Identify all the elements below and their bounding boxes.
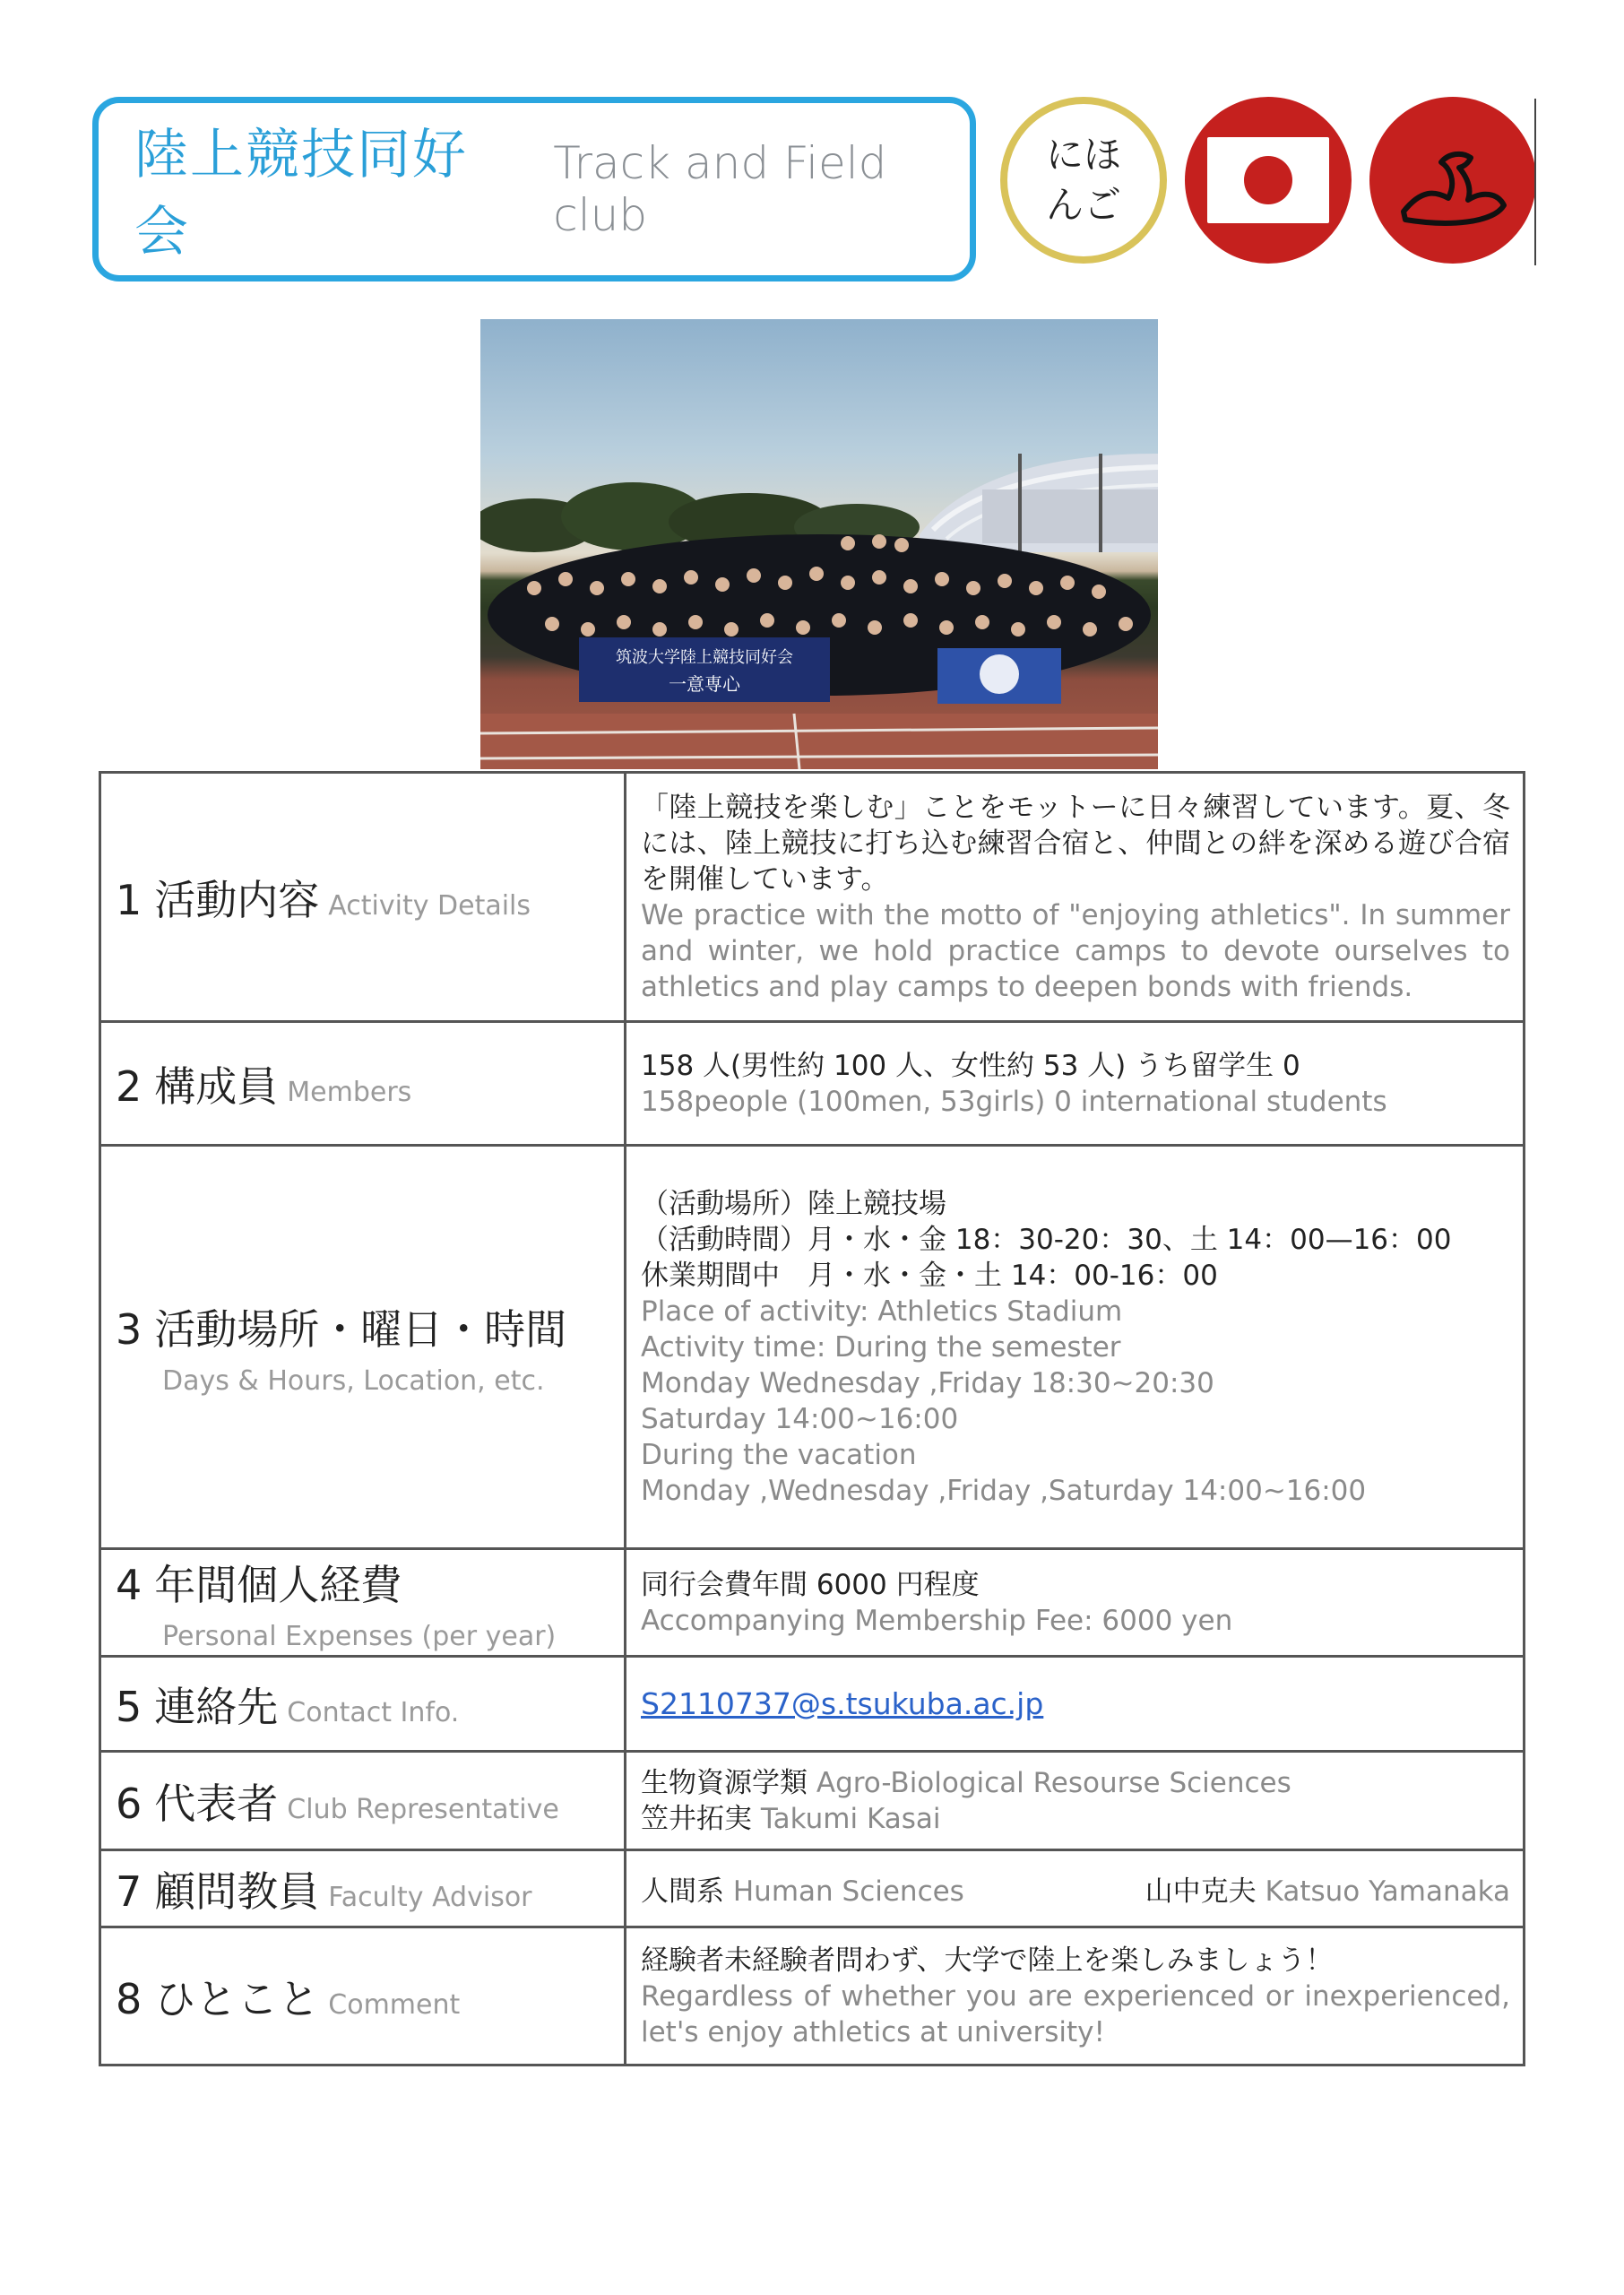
rep-dept-ja: 生物資源学類 bbox=[641, 1766, 808, 1799]
club-title-ja: 陸上競技同好会 bbox=[134, 124, 468, 264]
row-number: 7 bbox=[116, 1866, 143, 1916]
row-number: 8 bbox=[116, 1974, 143, 2023]
nihongo-badge-line1: にほ bbox=[1045, 133, 1121, 177]
row-label-en: Contact Info. bbox=[287, 1696, 460, 1728]
table-row-advisor bbox=[100, 1850, 1525, 1927]
row-label-cell bbox=[100, 1549, 626, 1657]
comment-en: Regardless of whether you are experienced or inexperienced, let's enjoy athletics at university! bbox=[641, 1979, 1510, 2048]
row-label-cell bbox=[100, 1927, 626, 2066]
row-label-cell bbox=[100, 1752, 626, 1850]
row-label-ja: 年間個人経費 bbox=[154, 1561, 402, 1609]
table-row-comment bbox=[100, 1927, 1525, 2066]
advisor-name-ja: 山中克夫 bbox=[1145, 1875, 1257, 1908]
table-row-expenses bbox=[100, 1549, 1525, 1657]
row-content-cell bbox=[626, 1752, 1525, 1850]
row-label-en: Members bbox=[287, 1076, 412, 1108]
row-label-en: Comment bbox=[328, 1988, 461, 2021]
row-label-cell bbox=[100, 1850, 626, 1927]
schedule-line-en: Saturday 14:00~16:00 bbox=[641, 1402, 959, 1435]
row-content-cell bbox=[626, 1022, 1525, 1146]
row-label-cell bbox=[100, 1657, 626, 1752]
row-label-ja: 活動内容 bbox=[154, 875, 320, 924]
row-label-ja: 構成員 bbox=[154, 1061, 279, 1111]
table-row-schedule bbox=[100, 1146, 1525, 1549]
row-label-ja: 活動場所・曜日・時間 bbox=[154, 1305, 567, 1354]
nihongo-badge-icon bbox=[1000, 97, 1167, 264]
expenses-en: Accompanying Membership Fee: 6000 yen bbox=[641, 1604, 1233, 1637]
club-title-en: Track and Field club bbox=[553, 137, 887, 241]
row-label-ja: 代表者 bbox=[154, 1779, 279, 1828]
comment-ja: 経験者未経験者問わず、大学で陸上を楽しみましょう！ bbox=[641, 1944, 1334, 1977]
advisor-dept-en: Human Sciences bbox=[732, 1875, 964, 1908]
row-number: 4 bbox=[116, 1561, 143, 1609]
members-en: 158people (100men, 53girls) 0 international students bbox=[641, 1085, 1387, 1118]
row-label-cell bbox=[100, 1022, 626, 1146]
schedule-line-en: Place of activity: Athletics Stadium bbox=[641, 1295, 1123, 1328]
table-row-activity bbox=[100, 773, 1525, 1022]
advisor-dept-ja: 人間系 bbox=[641, 1875, 724, 1908]
row-number: 1 bbox=[116, 875, 143, 924]
row-label-en: Personal Expenses (per year) bbox=[162, 1621, 557, 1652]
expenses-ja: 同行会費年間 6000 円程度 bbox=[641, 1568, 980, 1601]
row-number: 5 bbox=[116, 1682, 143, 1731]
schedule-line-en: During the vacation bbox=[641, 1438, 917, 1471]
japan-flag-icon bbox=[1185, 97, 1352, 264]
schedule-line-en: Activity time: During the semester bbox=[641, 1330, 1121, 1364]
row-number: 2 bbox=[116, 1061, 143, 1111]
rep-name-en: Takumi Kasai bbox=[760, 1802, 941, 1835]
row-label-en: Activity Details bbox=[328, 889, 531, 922]
advisor-name-en: Katsuo Yamanaka bbox=[1265, 1875, 1510, 1908]
team-photo bbox=[480, 319, 1158, 769]
row-content-cell bbox=[626, 1850, 1525, 1927]
flexed-arm-icon bbox=[1369, 97, 1536, 264]
club-info-table bbox=[99, 771, 1525, 2066]
schedule-line-ja: （活動時間）月・水・金 18：30-20：30、土 14：00—16：00 bbox=[641, 1223, 1452, 1256]
banner-left-text: 筑波大学陸上競技同好会 bbox=[616, 648, 793, 667]
nihongo-badge-line2: んご bbox=[1045, 183, 1121, 227]
contact-email-link[interactable]: S2110737@s.tsukuba.ac.jp bbox=[641, 1686, 1044, 1721]
row-label-cell bbox=[100, 773, 626, 1022]
rep-name-ja: 笠井拓実 bbox=[641, 1802, 752, 1835]
row-label-cell bbox=[100, 1146, 626, 1549]
row-content-cell bbox=[626, 773, 1525, 1022]
row-content-cell bbox=[626, 1549, 1525, 1657]
row-label-en: Faculty Advisor bbox=[328, 1881, 532, 1913]
row-label-ja: 顧問教員 bbox=[154, 1866, 320, 1916]
row-number: 6 bbox=[116, 1779, 143, 1828]
schedule-line-ja: （活動場所）陸上競技場 bbox=[641, 1187, 946, 1220]
activity-description-ja: 「陸上競技を楽しむ」ことをモットーに日々練習しています。夏、冬には、陸上競技に打ち込む練習合宿と、仲間との絆を深める遊び合宿を開催しています。 bbox=[641, 791, 1510, 896]
row-label-en: Days & Hours, Location, etc. bbox=[162, 1365, 545, 1397]
table-row-representative bbox=[100, 1752, 1525, 1850]
table-row-members bbox=[100, 1022, 1525, 1146]
header-divider bbox=[1534, 99, 1536, 265]
row-content-cell bbox=[626, 1146, 1525, 1549]
schedule-line-en: Monday Wednesday ,Friday 18:30~20:30 bbox=[641, 1366, 1214, 1399]
row-content-cell bbox=[626, 1657, 1525, 1752]
row-content-cell bbox=[626, 1927, 1525, 2066]
activity-description-en: We practice with the motto of "enjoying athletics". In summer and winter, we hold practice camps to devote ourselves to athletics and play camps to deepen bonds with friends. bbox=[641, 898, 1510, 1003]
row-label-ja: ひとこと bbox=[154, 1974, 320, 2023]
schedule-line-en: Monday ,Wednesday ,Friday ,Saturday 14:00~16:00 bbox=[641, 1474, 1367, 1507]
schedule-line-ja: 休業期間中 月・水・金・土 14：00-16：00 bbox=[641, 1259, 1218, 1292]
members-ja: 158 人(男性約 100 人、女性約 53 人) うち留学生 0 bbox=[641, 1049, 1300, 1082]
row-number: 3 bbox=[116, 1305, 143, 1354]
table-row-contact bbox=[100, 1657, 1525, 1752]
row-label-en: Club Representative bbox=[287, 1793, 559, 1825]
rep-dept-en: Agro-Biological Resourse Sciences bbox=[816, 1766, 1291, 1799]
row-label-ja: 連絡先 bbox=[154, 1682, 279, 1731]
club-title-box bbox=[92, 97, 976, 281]
banner-left-motto: 一意専心 bbox=[669, 673, 740, 695]
